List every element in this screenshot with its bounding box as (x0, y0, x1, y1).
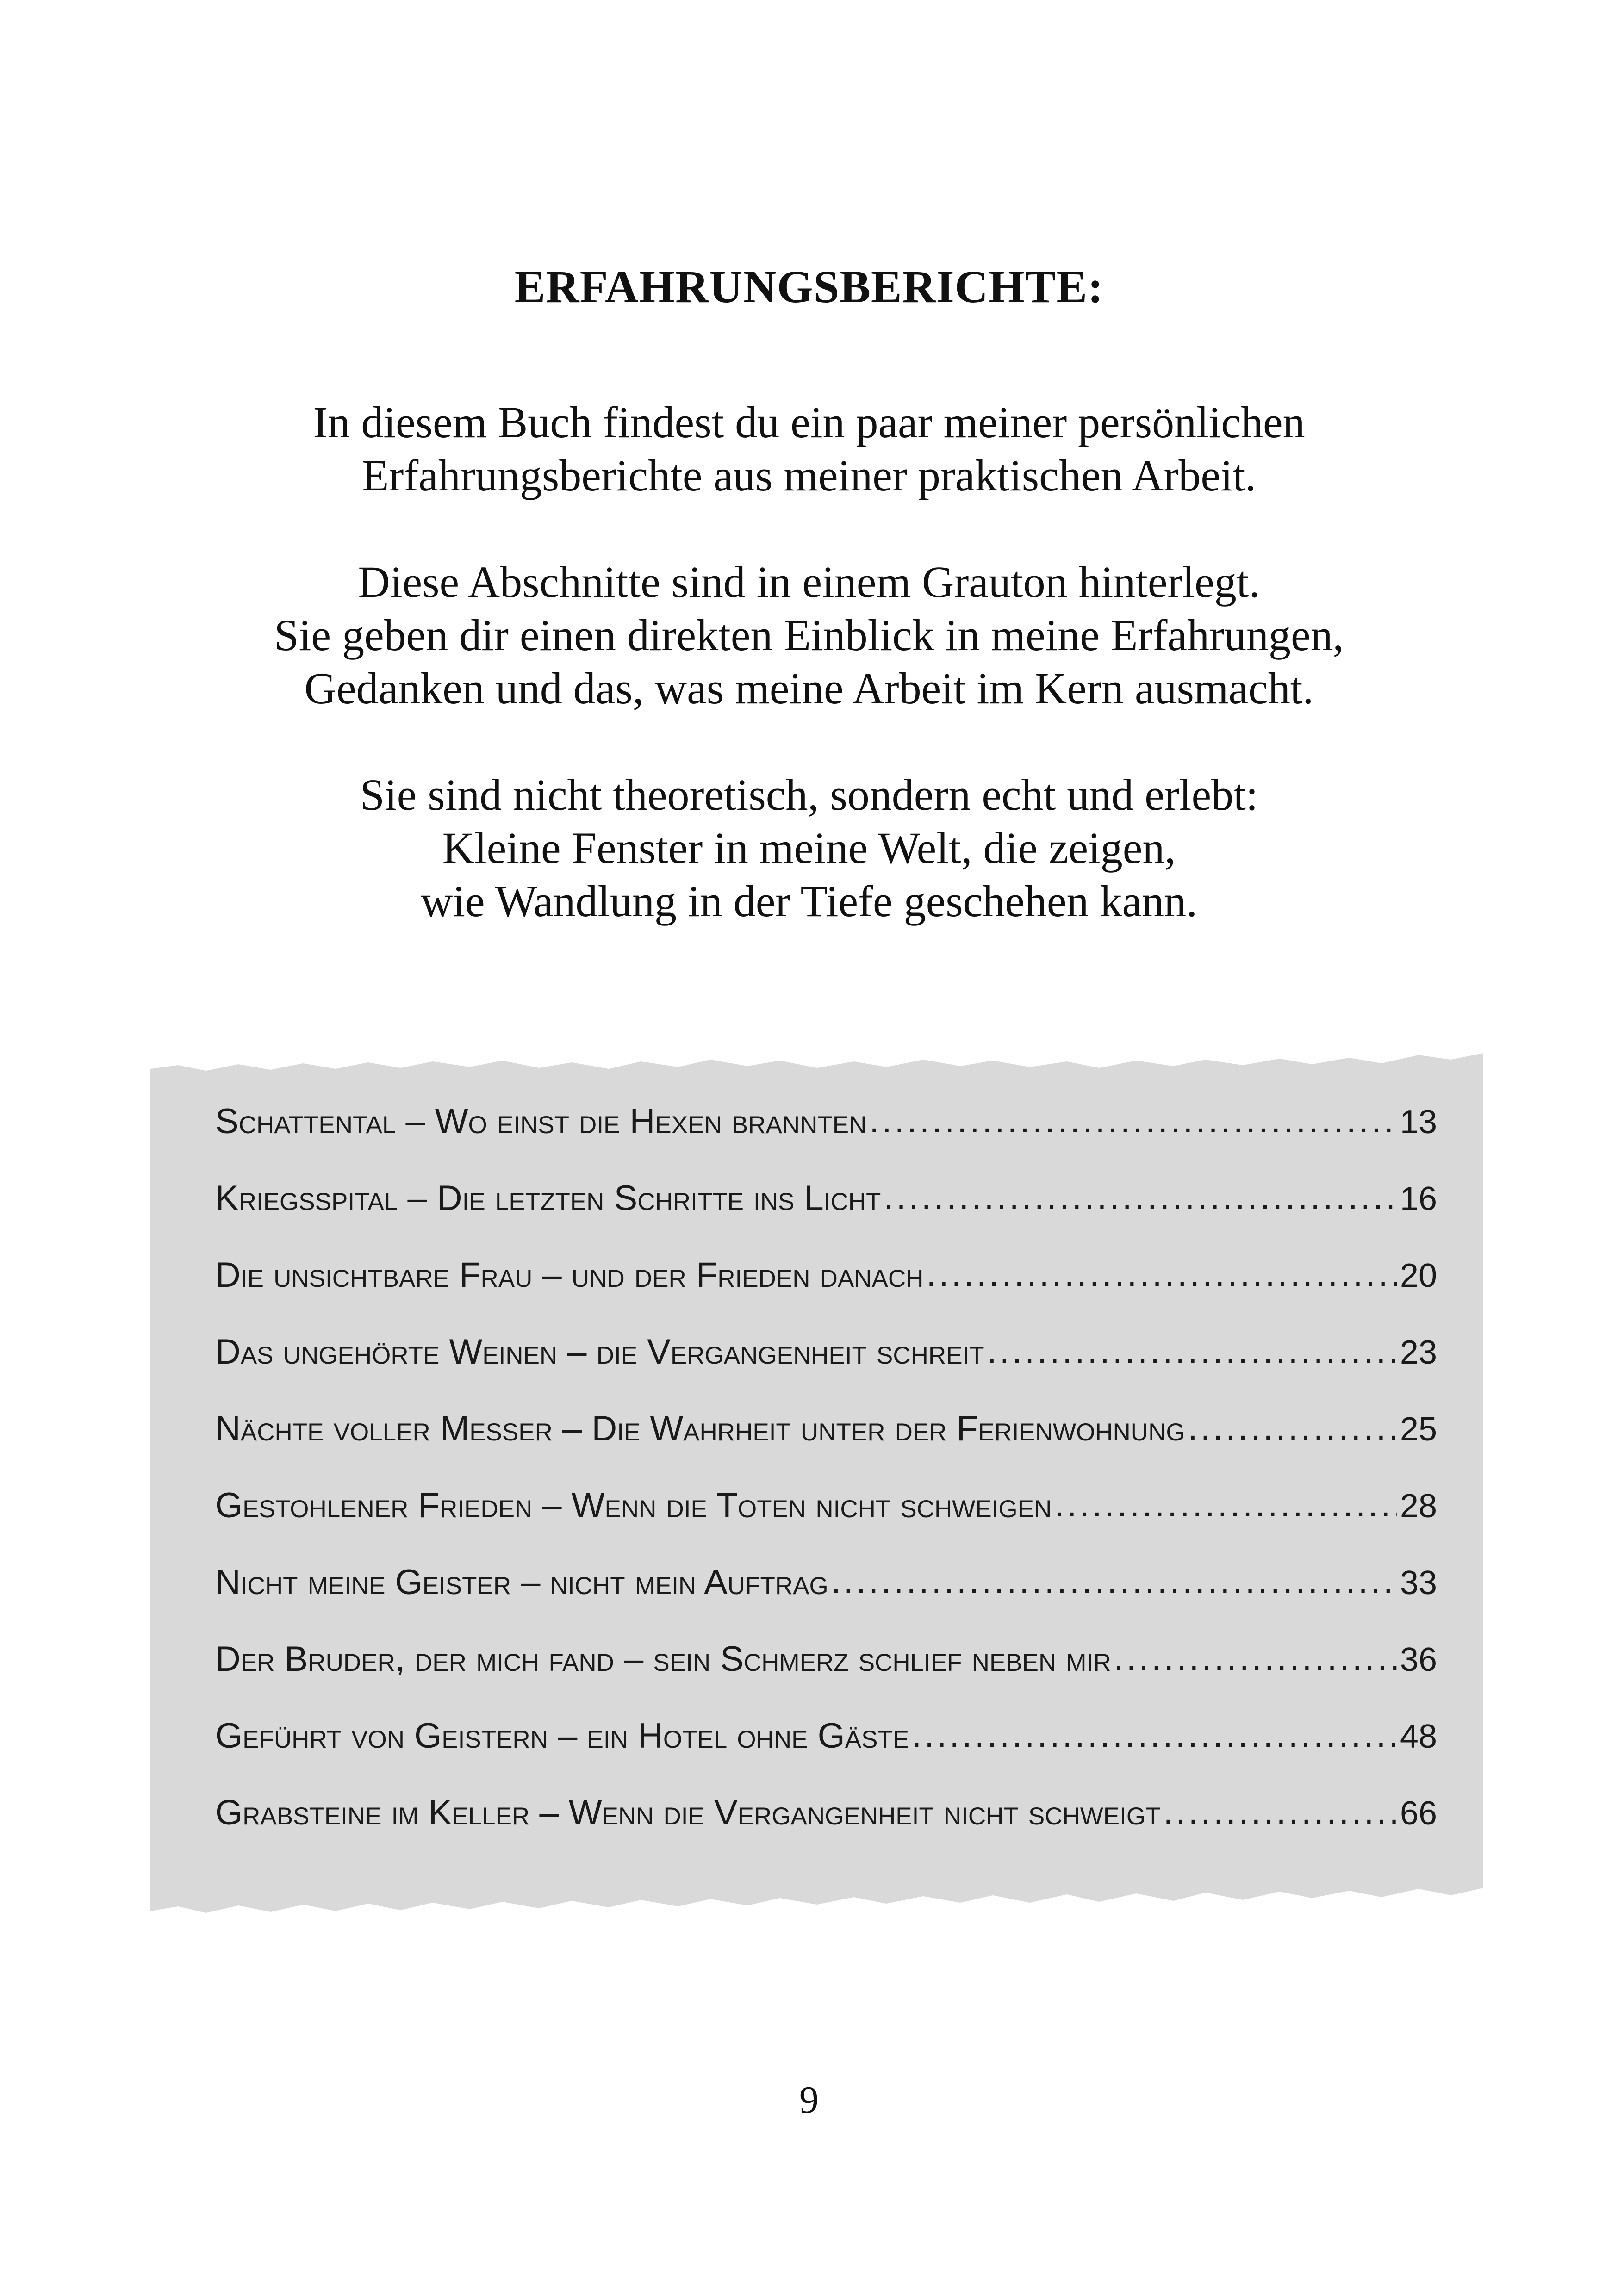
toc-entry-page: 13 (1400, 1104, 1437, 1141)
intro-line: Gedanken und das, was meine Arbeit im Kern ausmacht. (304, 664, 1314, 713)
toc-entry-title: Nicht meine Geister – nicht mein Auftrag (215, 1563, 828, 1602)
toc-entry-title: Schattental – Wo einst die Hexen brannten (215, 1102, 867, 1141)
toc-entry-page: 48 (1400, 1718, 1437, 1755)
toc-entry-page: 66 (1400, 1795, 1437, 1832)
toc-entry[interactable] (215, 1332, 1437, 1409)
toc-leader-dots (1163, 1792, 1397, 1832)
toc-entry[interactable] (215, 1562, 1437, 1639)
intro-line: Sie sind nicht theoretisch, sondern echt und erlebt: (360, 770, 1258, 819)
toc-entry-title: Gestohlener Frieden – Wenn die Toten nicht schweigen (215, 1486, 1052, 1525)
toc-entry-title: Die unsichtbare Frau – und der Frieden danach (215, 1255, 924, 1295)
toc-entry[interactable] (215, 1409, 1437, 1485)
toc-leader-dots (1054, 1484, 1397, 1525)
toc-entry-page: 36 (1400, 1641, 1437, 1678)
intro-line: Kleine Fenster in meine Welt, die zeigen, (442, 823, 1176, 873)
toc-entry-page: 28 (1400, 1488, 1437, 1525)
toc-entry-title: Kriegsspital – Die letzten Schritte ins Licht (215, 1179, 881, 1218)
intro-line: In diesem Buch findest du ein paar meiner persönlichen (313, 397, 1305, 447)
toc-entry-page: 20 (1400, 1257, 1437, 1294)
toc-entry[interactable] (215, 1639, 1437, 1716)
toc-leader-dots (926, 1254, 1397, 1294)
toc-leader-dots (831, 1561, 1397, 1601)
page-number: 9 (799, 2079, 819, 2122)
toc-entry-page: 23 (1400, 1334, 1437, 1371)
toc-leader-dots (869, 1100, 1397, 1141)
toc-leader-dots (912, 1715, 1397, 1755)
toc-entry[interactable] (215, 1178, 1437, 1255)
toc-leader-dots (987, 1331, 1397, 1371)
toc-entry-title: Das ungehörte Weinen – die Vergangenheit schreit (215, 1332, 984, 1371)
intro-line: Sie geben dir einen direkten Einblick in meine Erfahrungen, (274, 610, 1344, 660)
toc-entry-page: 25 (1400, 1411, 1437, 1448)
toc-leader-dots (884, 1177, 1397, 1217)
toc-box (150, 1041, 1483, 1920)
toc-entry[interactable] (215, 1793, 1437, 1869)
toc-entry[interactable] (215, 1485, 1437, 1562)
intro-line: wie Wandlung in der Tiefe geschehen kann. (420, 876, 1198, 926)
toc-entry-page: 16 (1400, 1180, 1437, 1217)
toc-leader-dots (1114, 1638, 1397, 1678)
intro-line: Diese Abschnitte sind in einem Grauton hinterlegt. (358, 557, 1260, 607)
toc-entry-title: Der Bruder, der mich fand – sein Schmerz schlief neben mir (215, 1639, 1111, 1679)
toc-entry[interactable] (215, 1716, 1437, 1793)
toc-entry[interactable] (215, 1101, 1437, 1178)
toc-entry-title: Nächte voller Messer – Die Wahrheit unter der Ferienwohnung (215, 1409, 1185, 1448)
toc-entry-page: 33 (1400, 1564, 1437, 1601)
intro-line: Erfahrungsberichte aus meiner praktischen Arbeit. (361, 451, 1257, 500)
toc-leader-dots (1188, 1408, 1397, 1448)
intro-paragraph-1 (0, 396, 1618, 502)
toc-entry-title: Geführt von Geistern – ein Hotel ohne Gäste (215, 1716, 909, 1756)
intro-paragraph-2 (0, 555, 1618, 715)
intro-paragraph-3 (0, 768, 1618, 928)
page-heading: ERFAHRUNGSBERICHTE: (514, 261, 1104, 312)
toc-entry-title: Grabsteine im Keller – Wenn die Vergangenheit nicht schweigt (215, 1793, 1161, 1832)
toc-entry[interactable] (215, 1255, 1437, 1332)
toc-list (215, 1101, 1437, 1869)
